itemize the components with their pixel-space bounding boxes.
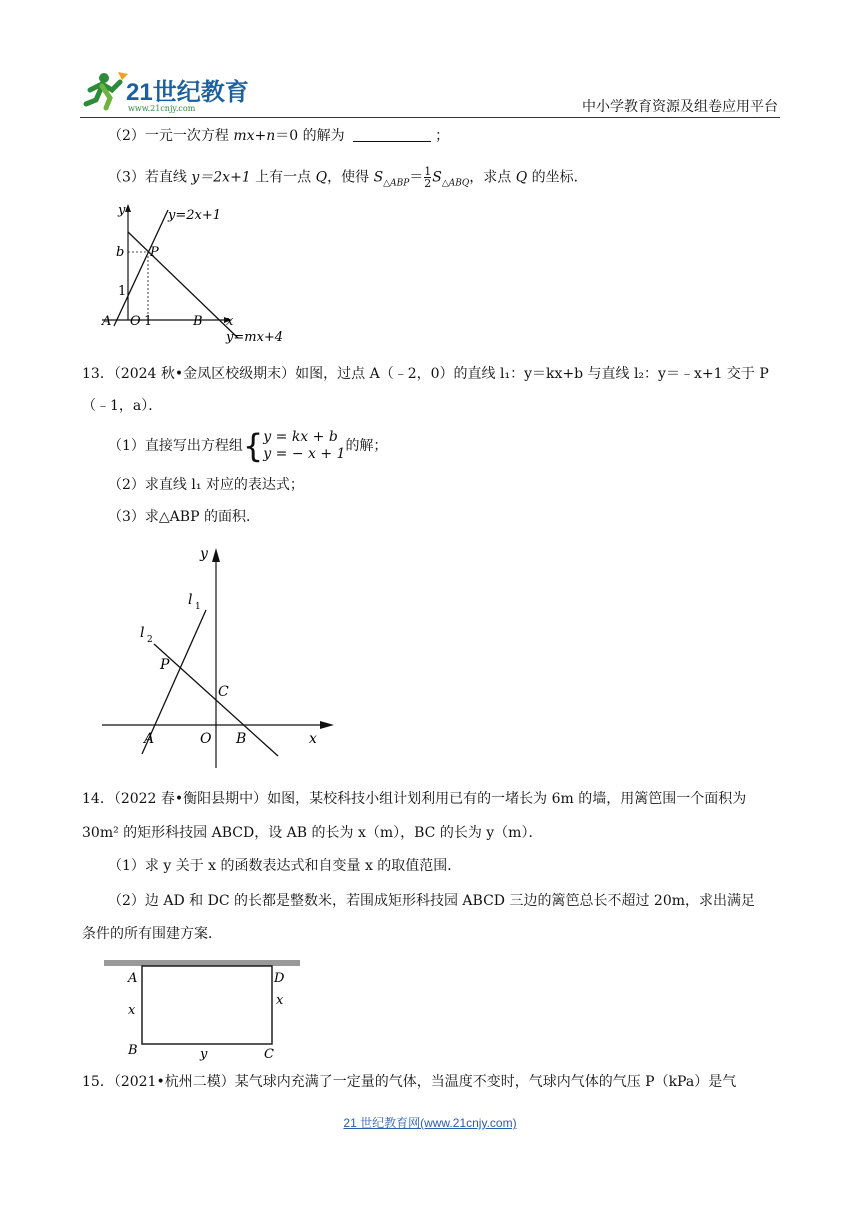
svg-text:y=mx+4: y=mx+4 — [226, 330, 284, 345]
svg-text:1: 1 — [144, 314, 153, 329]
svg-text:A: A — [102, 314, 112, 329]
svg-text:1: 1 — [118, 284, 127, 299]
svg-text:B: B — [193, 314, 203, 329]
svg-text:P: P — [150, 245, 159, 260]
svg-text:C: C — [218, 684, 229, 700]
svg-text:A: A — [128, 971, 138, 986]
q14-part1: （1）求 y 关于 x 的函数表达式和自变量 x 的取值范围． — [108, 858, 462, 874]
q13-stem-line1: 13．（2024 秋•金凤区校级期末）如图，过点 A（﹣2，0）的直线 l₁：y＝kx+b 与直线 l₂：y＝﹣x+1 交于 P — [82, 366, 769, 382]
fraction: $\frac{1}{2}$ — [424, 165, 432, 190]
rectangle-abcd — [142, 966, 272, 1044]
q12-part3: （3）若直线 y＝2x+1 上有一点 Q，使得 $S_{\triangle ABP}=$ $\frac{1}{2}$ $S_{\triangle ABQ}$，求点 Q 的坐标． — [108, 165, 588, 190]
wall — [104, 960, 300, 966]
svg-text:y: y — [118, 203, 126, 218]
runner-icon — [86, 72, 128, 108]
svg-text:x: x — [226, 314, 234, 329]
header-divider — [80, 117, 780, 118]
svg-text:y=2x+1: y=2x+1 — [168, 208, 222, 223]
svg-text:l: l — [188, 592, 193, 608]
q14-part2-line2: 条件的所有围建方案． — [82, 926, 222, 942]
svg-text:x: x — [128, 1003, 136, 1018]
line-2x-plus-1 — [114, 210, 168, 326]
logo — [82, 68, 252, 114]
q13-part2: （2）求直线 l₁ 对应的表达式； — [108, 477, 304, 493]
svg-text:A: A — [144, 731, 155, 747]
svg-text:D: D — [274, 971, 285, 986]
q12-part2: （2）一元一次方程 mx+n＝0 的解为 ； — [108, 128, 450, 144]
svg-text:1: 1 — [195, 602, 201, 612]
brace: { — [242, 427, 264, 465]
svg-text:x: x — [276, 993, 284, 1008]
svg-text:B: B — [236, 731, 247, 747]
logo-text: 21世纪教育 — [126, 79, 249, 106]
q15-stem-line1: 15．（2021•杭州二模）某气球内充满了一定量的气体，当温度不变时，气球内气体的气压 P（kPa）是气 — [82, 1074, 737, 1090]
q13-figure — [98, 542, 348, 774]
svg-text:O: O — [200, 731, 212, 747]
platform-title: 中小学教育资源及组卷应用平台 — [582, 98, 778, 114]
q14-stem-line1: 14．（2022 春•衡阳县期中）如图，某校科技小组计划利用已有的一堵长为 6m 的墙，用篱笆围一个面积为 — [82, 791, 747, 807]
svg-text:y: y — [200, 1047, 208, 1062]
q14-figure — [104, 956, 300, 1062]
svg-text:x: x — [309, 731, 317, 747]
equation-system: y = kx + b y = − x + 1 — [263, 429, 346, 462]
q13-stem-line2: （﹣1，a）． — [82, 398, 163, 414]
svg-text:2: 2 — [147, 635, 153, 645]
svg-text:P: P — [160, 657, 170, 673]
svg-text:B: B — [128, 1043, 138, 1058]
svg-text:O: O — [130, 314, 141, 329]
q14-stem-line2: 30m² 的矩形科技园 ABCD，设 AB 的长为 x（m），BC 的长为 y（m）． — [82, 825, 543, 841]
answer-blank — [353, 127, 431, 142]
svg-text:l: l — [140, 625, 145, 641]
svg-text:y: y — [200, 546, 208, 562]
svg-text:b: b — [116, 245, 125, 260]
logo-url: www.21cnjy.com — [128, 104, 196, 113]
footer-link[interactable]: 21 世纪教育网(www.21cnjy.com) — [343, 1116, 517, 1130]
q13-part1: （1）直接写出方程组{ y = kx + b y = − x + 1 的解； — [108, 427, 388, 465]
svg-text:C: C — [264, 1047, 274, 1062]
q12-figure — [98, 198, 298, 346]
q13-part3: （3）求△ABP 的面积． — [108, 509, 260, 525]
q14-part2-line1: （2）边 AD 和 DC 的长都是整数米，若围成矩形科技园 ABCD 三边的篱笆总长不超过 20m，求出满足 — [108, 893, 756, 909]
footer — [0, 1114, 860, 1131]
